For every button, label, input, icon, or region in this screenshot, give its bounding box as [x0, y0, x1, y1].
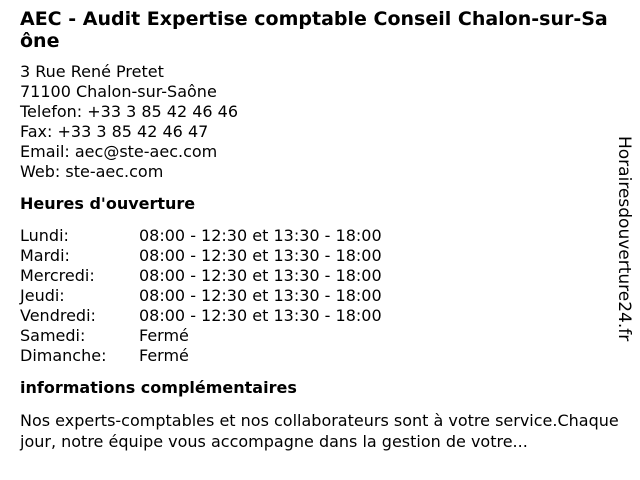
hours-row-dimanche — [20, 346, 620, 366]
address-line-1: 3 Rue René Pretet — [20, 62, 164, 81]
info-text: Nos experts-comptables et nos collaborateurs sont à votre service.Chaque jour, notre équipe vous accompagne dans la gestion de votre... — [20, 411, 619, 451]
hours-day: Lundi: — [20, 226, 69, 245]
contact-block — [20, 62, 620, 182]
side-brand-watermark: Horairesdouverture24.fr — [614, 136, 634, 342]
hours-time: 08:00 - 12:30 et 13:30 - 18:00 — [139, 306, 382, 325]
hours-row-lundi — [20, 226, 620, 246]
business-card — [20, 8, 620, 452]
phone-text: Telefon: +33 3 85 42 46 46 — [20, 102, 239, 121]
hours-time: 08:00 - 12:30 et 13:30 - 18:00 — [139, 246, 382, 265]
info-heading: informations complémentaires — [20, 378, 297, 397]
hours-row-mercredi — [20, 266, 620, 286]
hours-row-vendredi — [20, 306, 620, 326]
address-line-2: 71100 Chalon-sur-Saône — [20, 82, 217, 101]
fax-text: Fax: +33 3 85 42 46 47 — [20, 122, 209, 141]
hours-day: Samedi: — [20, 326, 86, 345]
hours-day: Dimanche: — [20, 346, 107, 365]
hours-day: Mercredi: — [20, 266, 95, 285]
hours-time: 08:00 - 12:30 et 13:30 - 18:00 — [139, 286, 382, 305]
hours-heading: Heures d'ouverture — [20, 194, 196, 213]
hours-day: Vendredi: — [20, 306, 96, 325]
page-title: AEC - Audit Expertise comptable Conseil Chalon-sur-Saône — [20, 8, 608, 52]
hours-time: 08:00 - 12:30 et 13:30 - 18:00 — [139, 226, 382, 245]
email-text: Email: aec@ste-aec.com — [20, 142, 218, 161]
hours-row-samedi — [20, 326, 620, 346]
hours-row-jeudi — [20, 286, 620, 306]
hours-table — [20, 226, 620, 366]
hours-time: Fermé — [139, 326, 189, 345]
hours-day: Mardi: — [20, 246, 70, 265]
hours-time: 08:00 - 12:30 et 13:30 - 18:00 — [139, 266, 382, 285]
hours-row-mardi — [20, 246, 620, 266]
hours-day: Jeudi: — [20, 286, 65, 305]
web-text: Web: ste-aec.com — [20, 162, 164, 181]
hours-time: Fermé — [139, 346, 189, 365]
